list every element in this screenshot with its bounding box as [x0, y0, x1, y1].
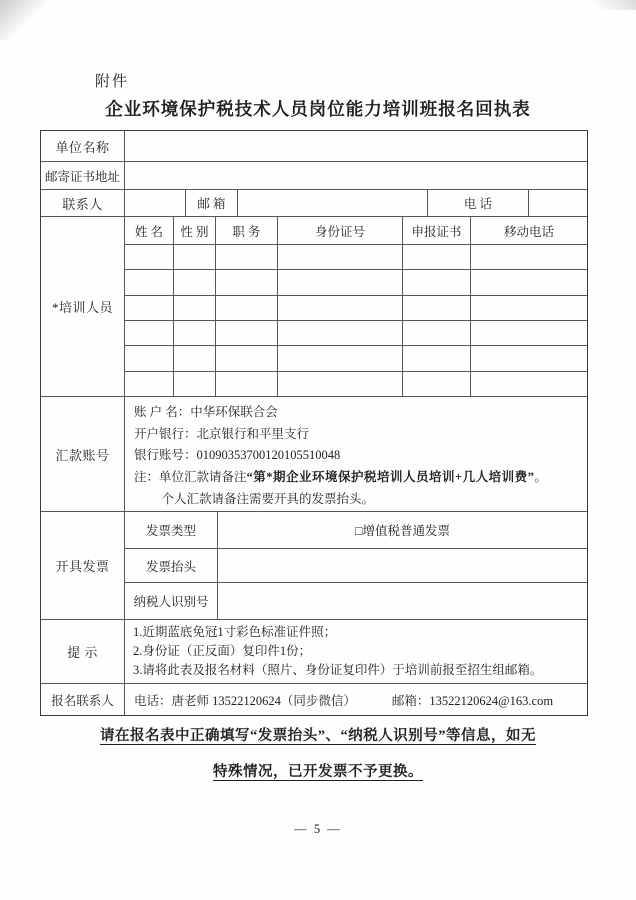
taxpayer-id-value-cell	[218, 583, 587, 619]
trainee-cell	[125, 346, 174, 370]
tips-label: 提 示	[41, 620, 125, 683]
trainee-cell	[216, 245, 278, 269]
phone-value-cell	[529, 190, 587, 216]
footer-notice-line1: 请在报名表中正确填写“发票抬头”、“纳税人识别号”等信息，如无	[100, 728, 536, 744]
trainee-cell	[471, 245, 587, 269]
trainees-label: *培训人员	[41, 217, 125, 396]
invoice-label: 开具发票	[41, 512, 125, 619]
taxpayer-id-label: 纳税人识别号	[125, 583, 218, 619]
unit-name-value-cell	[125, 131, 587, 161]
mail-address-label: 邮寄证书地址	[41, 162, 125, 189]
trainee-cell	[403, 296, 471, 320]
invoice-section	[41, 512, 587, 620]
column-header-position: 职 务	[216, 217, 278, 244]
trainee-cell	[216, 270, 278, 294]
bank-name: 开户银行：北京银行和平里支行	[134, 426, 310, 441]
remittance-label: 汇款账号	[41, 397, 125, 511]
column-header-certificate: 申报证书	[403, 217, 471, 244]
email-label: 邮 箱	[186, 190, 238, 216]
trainee-cell	[125, 270, 174, 294]
trainee-empty-row	[125, 346, 587, 371]
trainee-cell	[403, 372, 471, 396]
phone-label: 电 话	[428, 190, 529, 216]
trainee-cell	[471, 372, 587, 396]
bank-account-number: 银行账号：01090353700120105510048	[134, 448, 341, 463]
taxpayer-id-row	[125, 583, 587, 619]
trainees-section	[41, 217, 587, 397]
unit-name-row	[41, 131, 587, 162]
trainee-cell	[278, 321, 403, 345]
tips-content	[125, 620, 587, 683]
registration-contact-content	[125, 684, 587, 715]
trainee-cell	[471, 270, 587, 294]
note-prefix: 注：单位汇款请备注	[134, 469, 247, 484]
mail-address-value-cell	[125, 162, 587, 189]
column-header-id-number: 身份证号	[278, 217, 403, 244]
invoice-type-row	[125, 512, 587, 549]
invoice-title-value-cell	[218, 549, 587, 582]
trainee-empty-row	[125, 245, 587, 270]
account-name: 账 户 名：中华环保联合会	[134, 405, 278, 419]
column-header-gender: 性 别	[174, 217, 216, 244]
trainee-cell	[125, 372, 174, 396]
contact-label: 联系人	[41, 190, 125, 216]
scan-artifact-top-right	[576, 0, 636, 10]
page-title: 企业环境保护税技术人员岗位能力培训班报名回执表	[105, 99, 531, 119]
trainee-cell	[278, 372, 403, 396]
trainee-cell	[125, 321, 174, 345]
trainee-cell	[216, 321, 278, 345]
trainee-cell	[216, 372, 278, 396]
trainee-cell	[278, 270, 403, 294]
page-number: — 5 —	[294, 822, 342, 836]
mail-address-row	[41, 162, 587, 190]
note-suffix: 。	[534, 469, 547, 484]
remittance-content	[125, 397, 587, 511]
trainee-cell	[403, 270, 471, 294]
remittance-section	[41, 397, 587, 512]
trainee-cell	[174, 321, 216, 345]
tip-line: 1.近期蓝底免冠1寸彩色标准证件照；	[133, 625, 337, 639]
column-header-mobile: 移动电话	[503, 224, 554, 239]
trainee-cell	[403, 321, 471, 345]
contact-row	[41, 190, 587, 217]
tips-section	[41, 620, 587, 684]
tip-line: 3.请将此表及报名材料（照片、身份证复印件）于培训前报至招生组邮箱。	[133, 663, 543, 677]
trainee-cell	[403, 245, 471, 269]
remittance-note-line2: 个人汇款请备注需要开具的发票抬头。	[161, 491, 375, 506]
trainee-cell	[174, 346, 216, 370]
trainee-cell	[278, 245, 403, 269]
registration-contact-email: 邮箱：13522120624@163.com	[391, 693, 554, 708]
registration-form-table	[40, 130, 588, 716]
trainee-cell	[174, 270, 216, 294]
trainee-cell	[471, 346, 587, 370]
note-emphasis: “第*期企业环境保护税培训人员培训+几人培训费”	[246, 469, 535, 484]
unit-name-label: 单位名称	[41, 131, 125, 161]
tip-line: 2.身份证（正反面）复印件1份；	[133, 644, 312, 658]
trainee-cell	[278, 346, 403, 370]
trainee-cell	[174, 296, 216, 320]
invoice-type-label: 发票类型	[125, 512, 218, 548]
trainee-cell	[471, 321, 587, 345]
trainees-header-row	[125, 217, 587, 245]
trainee-cell	[174, 372, 216, 396]
attachment-label: 附件	[95, 74, 130, 90]
trainee-cell	[216, 346, 278, 370]
trainee-empty-row	[125, 296, 587, 321]
invoice-subtable	[125, 512, 587, 619]
registration-contact-label: 报名联系人	[41, 684, 125, 715]
trainee-cell	[125, 296, 174, 320]
email-value-cell	[238, 190, 428, 216]
vat-invoice-checkbox-option: □增值税普通发票	[354, 524, 451, 538]
trainees-table	[125, 217, 587, 396]
trainee-cell	[403, 346, 471, 370]
registration-contact-phone: 电话：唐老师 13522120624（同步微信）	[134, 693, 356, 708]
invoice-title-label: 发票抬头	[125, 549, 218, 582]
trainee-empty-row	[125, 321, 587, 346]
invoice-title-row	[125, 549, 587, 583]
remittance-note	[134, 467, 581, 489]
contact-value-cell	[125, 190, 186, 216]
scan-artifact-top-left	[0, 0, 46, 40]
trainee-cell	[125, 245, 174, 269]
trainee-cell	[174, 245, 216, 269]
trainee-empty-row	[125, 270, 587, 295]
registration-contact-row	[41, 684, 587, 715]
trainee-cell	[216, 296, 278, 320]
footer-notice-line2: 特殊情况，已开发票不予更换。	[213, 764, 423, 780]
trainee-empty-row	[125, 372, 587, 396]
trainee-cell	[278, 296, 403, 320]
trainee-cell	[471, 296, 587, 320]
column-header-name: 姓 名	[125, 217, 174, 244]
